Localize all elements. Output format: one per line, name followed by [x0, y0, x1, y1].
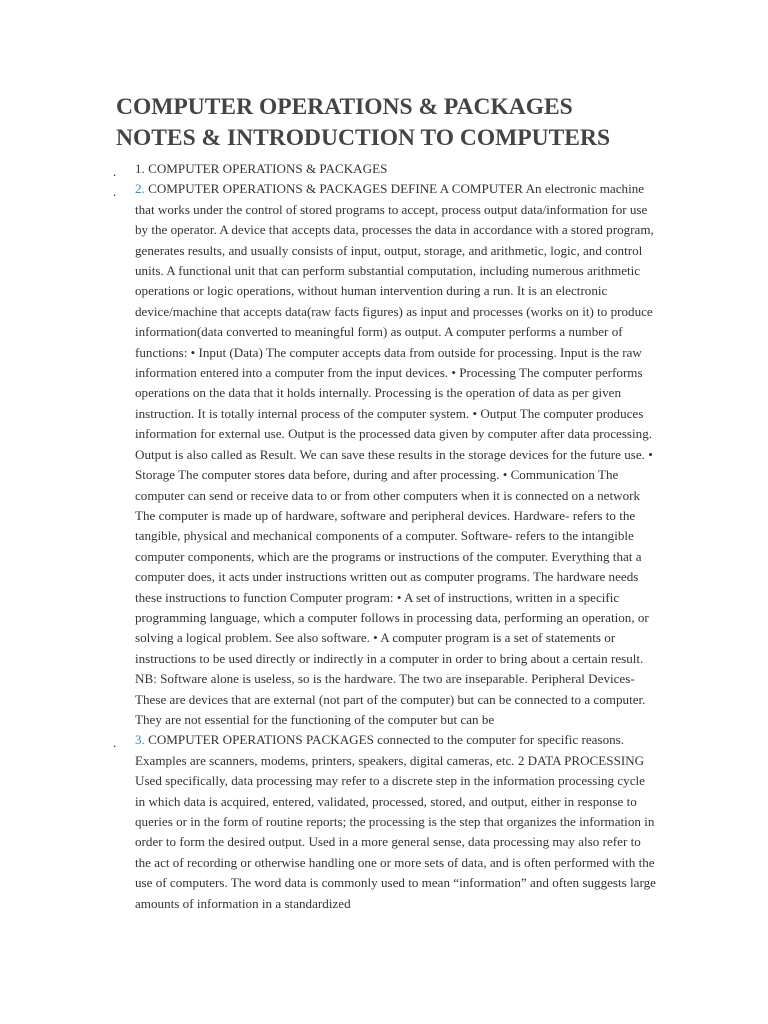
bullet-dot: .: [113, 735, 117, 751]
list-item-1: [0, 159, 657, 179]
list-item-2: [0, 179, 657, 730]
item-text: COMPUTER OPERATIONS & PACKAGES: [144, 161, 388, 176]
document-title: [116, 92, 716, 154]
item-number: 1.: [135, 161, 145, 176]
bullet-dot: .: [113, 164, 117, 179]
document-title-line-2: NOTES & INTRODUCTION TO COMPUTERS: [116, 125, 611, 151]
list-item-3: [0, 730, 657, 914]
document-title-line-1: COMPUTER OPERATIONS & PACKAGES: [116, 94, 573, 120]
bullet-dot: .: [113, 184, 117, 200]
item-text: COMPUTER OPERATIONS & PACKAGES DEFINE A COMPUTER An electronic machine that works under the control of stored programs to accept, process output data/information for use by the operator. A device that accepts data, processes the data in accordance with a stored program, generates results, and usually consists of input, output, storage, and arithmetic, logic, and control units. A functional unit that can perform substantial computation, including numerous arithmetic operations or logic operations, without human intervention during a run. It is an electronic device/machine that accepts data(raw facts figures) as input and processes (works on it) to produce information(data converted to meaningful form) as output. A computer performs a number of functions: • Input (Data) The computer accepts data from outside for processing. Input is the raw information entered into a computer from the input devices. • Processing The computer performs operations on the data that it holds internally. Processing is the operation of data as per given instruction. It is totally internal process of the computer system. • Output The computer produces information for external use. Output is the processed data given by computer after data processing. Output is also called as Result. We can save these results in the storage devices for the future use. • Storage The computer stores data before, during and after processing. • Communication The computer can send or receive data to or from other computers when it is connected on a network The computer is made up of hardware, software and peripheral devices. Hardware- refers to the tangible, physical and mechanical components of a computer. Software- refers to the intangible computer components, which are the programs or instructions of the computer. Everything that a computer does, it acts under instructions written out as computer programs. The hardware needs these instructions to function Computer program: • A set of instructions, written in a specific programming language, which a computer follows in processing data, performing an operation, or solving a logical problem. See also software. • A computer program is a set of statements or instructions to be used directly or indirectly in a computer in order to bring about a certain result. NB: Software alone is useless, so is the hardware. The two are inseparable. Peripheral Devices- These are devices that are external (not part of the computer) but can be connected to a computer. They are not essential for the functioning of the computer but can be: [135, 181, 654, 727]
item-text: COMPUTER OPERATIONS PACKAGES connected to the computer for specific reasons. Examples are scanners, modems, printers, speakers, digital cameras, etc. 2 DATA PROCESSING Used specifically, data processing may refer to a discrete step in the information processing cycle in which data is acquired, entered, validated, processed, stored, and output, either in response to queries or in the form of routine reports; the processing is the step that organizes the information in order to form the desired output. Used in a more general sense, data processing may also refer to the act of recording or otherwise handling one or more sets of data, and is often performed with the use of computers. The word data is commonly used to mean “information” and often suggests large amounts of information in a standardized: [135, 732, 656, 911]
item-number-link[interactable]: 3.: [135, 732, 145, 748]
item-number-link[interactable]: 2.: [135, 181, 145, 197]
notes-list: [0, 159, 768, 914]
